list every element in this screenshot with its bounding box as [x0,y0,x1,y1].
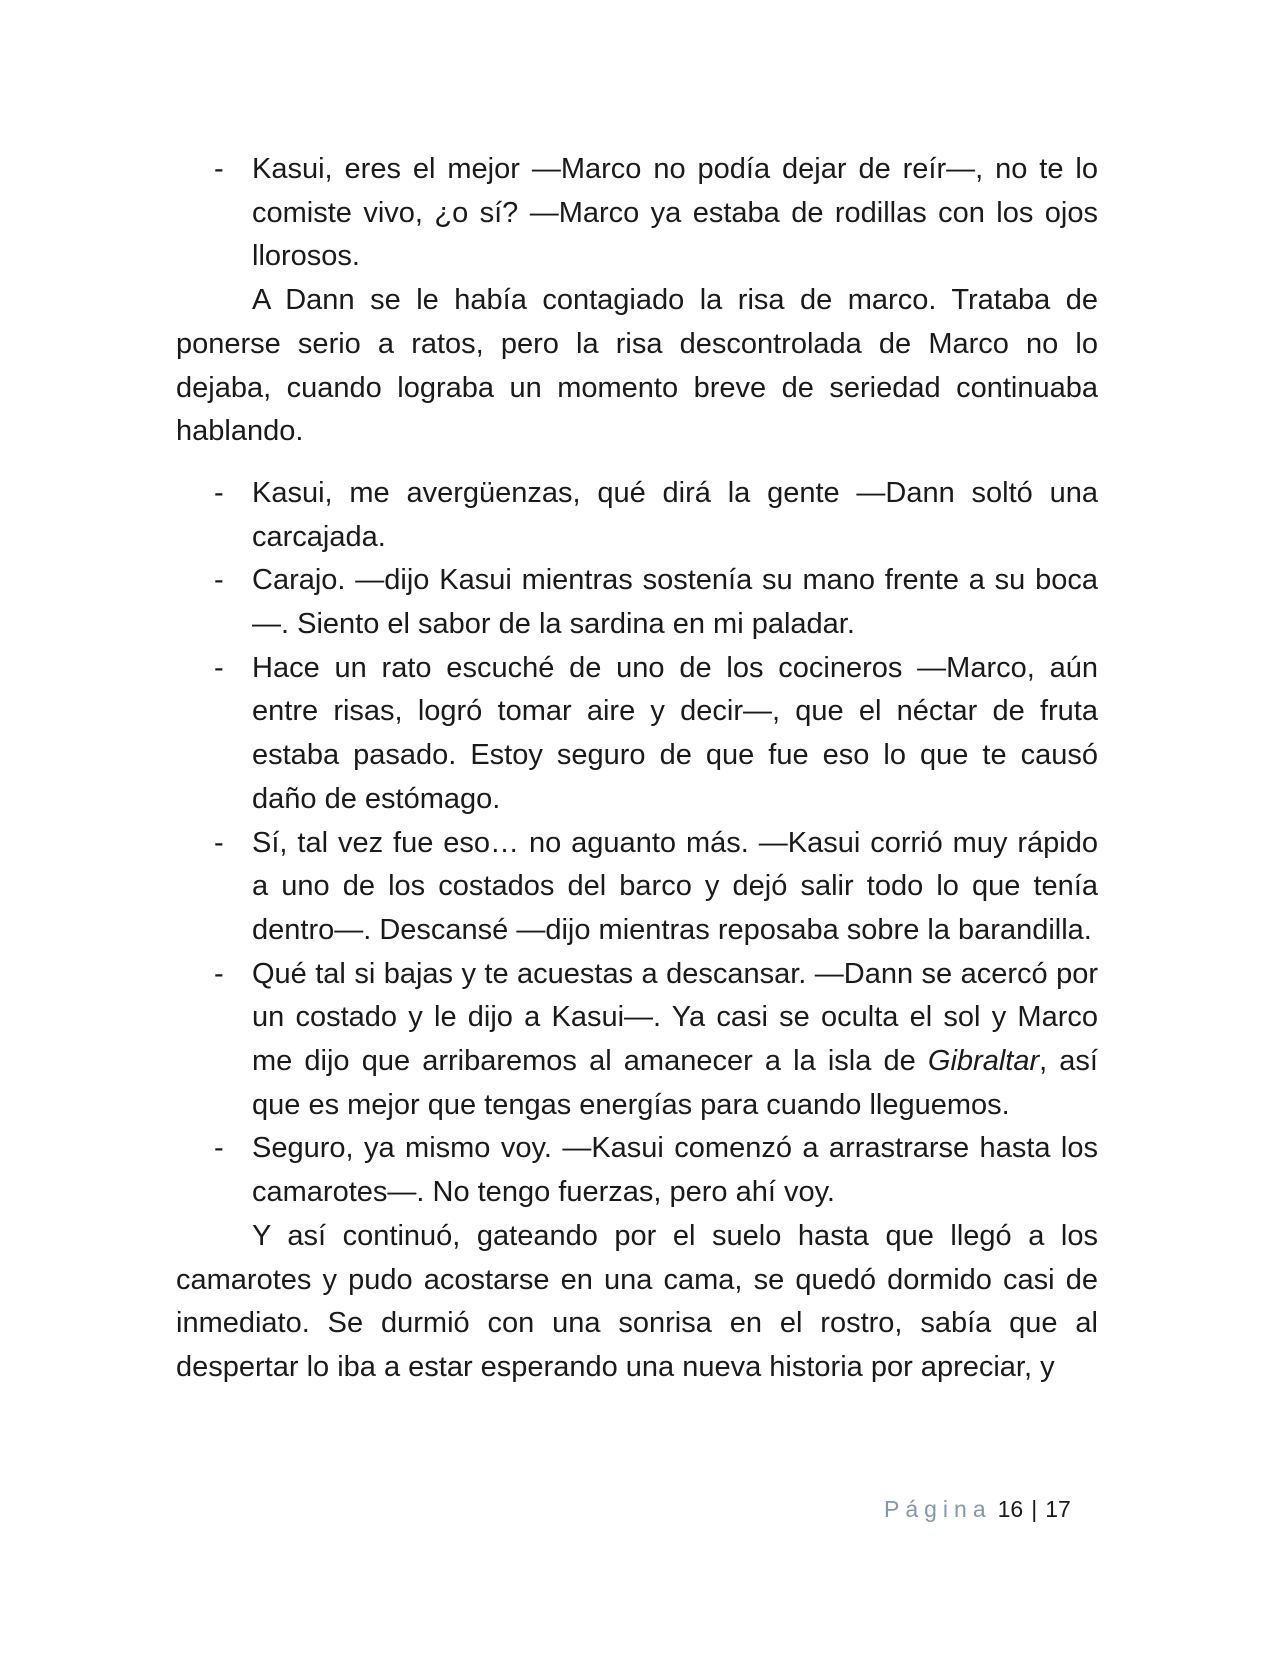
dialogue-line-1 [176,148,1098,279]
page-label: Página [884,1496,992,1522]
dialogue-dash: - [214,153,224,185]
dialogue-dash: - [214,476,224,509]
place-name-italic: Gibraltar [927,1045,1040,1078]
page-separator: | [1031,1496,1038,1522]
page-number-total: 17 [1045,1496,1071,1522]
narrative-paragraph-1: A Dann se le había contagiado la risa de marco. Trataba de ponerse serio a ratos, pero la risa descontrolada de Marco no lo dejaba, cuando lograba un momento breve de seriedad continuaba hablando. [176,284,1098,448]
dialogue-text: Hace un rato escuché de uno de los cocineros —Marco, aún entre risas, logró tomar aire y decir—, que el néctar de fruta estaba pasado. Estoy seguro de que fue eso lo que te causó daño de estómago. [252,651,1098,815]
page-number-current: 16 [997,1496,1024,1522]
dialogue-dash: - [214,826,224,859]
dialogue-dash: - [214,564,224,597]
dialogue-text-after: , así que es mejor que tengas energías para cuando lleguemos. [252,1045,1098,1121]
dialogue-line-4 [176,647,1098,822]
narrative-paragraph-2: Y así continuó, gateando por el suelo hasta que llegó a los camarotes y pudo acostarse en una cama, se quedó dormido casi de inmediato. Se durmió con una sonrisa en el rostro, sabía que al despertar lo iba a estar esperando una nueva historia por apreciar, y [176,1219,1098,1383]
dialogue-text: Sí, tal vez fue eso… no aguanto más. —Kasui corrió muy rápido a uno de los costados del barco y dejó salir todo lo que tenía dentro—. Descansé —dijo mientras reposaba sobre la barandilla. [252,826,1098,946]
page-footer [884,1496,1071,1523]
dialogue-text: Carajo. —dijo Kasui mientras sostenía su mano frente a su boca—. Siento el sabor de la sardina en mi paladar. [252,564,1098,641]
dialogue-dash: - [214,1132,224,1165]
dialogue-text: Kasui, eres el mejor —Marco no podía dejar de reír—, no te lo comiste vivo, ¿o sí? —Marco ya estaba de rodillas con los ojos llorosos. [252,153,1098,273]
paragraph-spacing [176,454,1098,472]
dialogue-line-5 [176,822,1098,953]
page-body [176,148,1098,1390]
dialogue-dash: - [214,651,224,684]
dialogue-text: Seguro, ya mismo voy. —Kasui comenzó a arrastrarse hasta los camarotes—. No tengo fuerzas, pero ahí voy. [252,1132,1098,1209]
dialogue-text: Kasui, me avergüenzas, qué dirá la gente —Dann soltó una carcajada. [252,476,1098,553]
dialogue-line-2 [176,472,1098,559]
dialogue-line-3 [176,559,1098,646]
dialogue-dash: - [214,957,224,990]
dialogue-line-6 [176,953,1098,1128]
dialogue-line-7 [176,1127,1098,1214]
dialogue-text-before: Qué tal si bajas y te acuestas a descansar. —Dann se acercó por un costado y le dijo a Kasui—. Ya casi se oculta el sol y Marco me dijo que arribaremos al amanecer a la isla de [252,957,1098,1078]
